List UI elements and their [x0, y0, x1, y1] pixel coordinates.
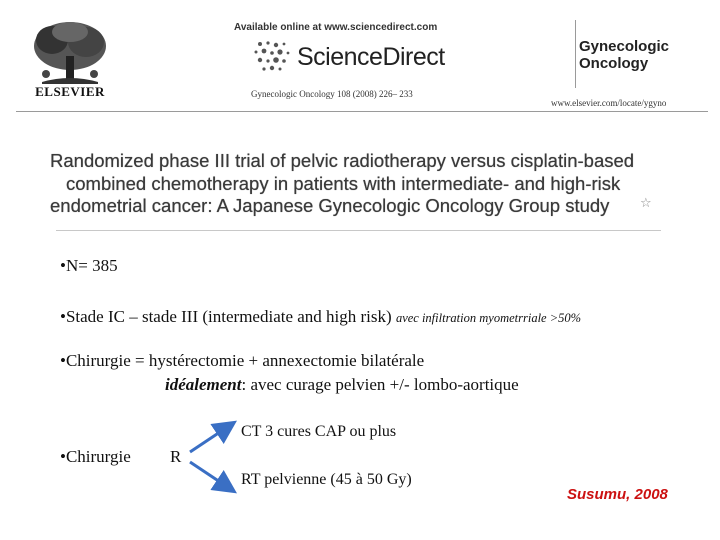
title-divider — [56, 230, 661, 231]
journal-title-line2: Oncology — [579, 55, 649, 72]
arrow-to-rt-icon — [190, 462, 232, 490]
journal-divider — [575, 20, 576, 88]
journal-title-line1: Gynecologic — [579, 38, 670, 55]
arm-radiotherapy: RT pelvienne (45 à 50 Gy) — [241, 471, 412, 488]
sciencedirect-wordmark: ScienceDirect — [297, 43, 445, 71]
randomization-label: R — [170, 447, 182, 466]
sciencedirect-dots-icon — [252, 40, 292, 74]
bullet-stage-main: •Stade IC – stade III (intermediate and high risk) — [60, 307, 396, 326]
bullet-stage-note: avec infiltration myometrriale >50% — [395, 311, 582, 325]
surgery-detail-rest: : avec curage pelvien +/- lombo-aortique — [241, 375, 519, 394]
author-reference: Susumu, 2008 — [567, 486, 668, 503]
publisher-name: ELSEVIER — [35, 84, 105, 99]
journal-url: www.elsevier.com/locate/ygyno — [551, 98, 667, 108]
available-online-text: Available online at www.sciencedirect.com — [234, 22, 438, 33]
article-title-line1: Randomized phase III trial of pelvic radiotherapy versus cisplatin-based — [50, 150, 635, 171]
article-title — [50, 150, 690, 218]
article-title-line3: endometrial cancer: A Japanese Gynecologic Oncology Group study — [50, 195, 610, 216]
bullet-surgery: •Chirurgie = hystérectomie + annexectomie bilatérale — [60, 351, 425, 370]
header-divider — [16, 111, 708, 112]
bullet-surgery-short: •Chirurgie — [60, 447, 131, 466]
star-icon: ☆ — [640, 196, 652, 211]
bullet-stage — [60, 307, 581, 327]
journal-title — [579, 38, 669, 72]
bullet-surgery-detail — [165, 375, 519, 395]
arm-chemotherapy: CT 3 cures CAP ou plus — [241, 423, 397, 440]
article-title-line2: combined chemotherapy in patients with intermediate- and high-risk — [66, 172, 621, 194]
bullet-sample-size: •N= 385 — [60, 256, 118, 275]
arrow-to-ct-icon — [190, 424, 232, 452]
journal-citation: Gynecologic Oncology 108 (2008) 226– 233 — [251, 89, 413, 99]
randomization-arrows — [186, 418, 242, 496]
surgery-emphasis: idéalement — [165, 375, 242, 394]
